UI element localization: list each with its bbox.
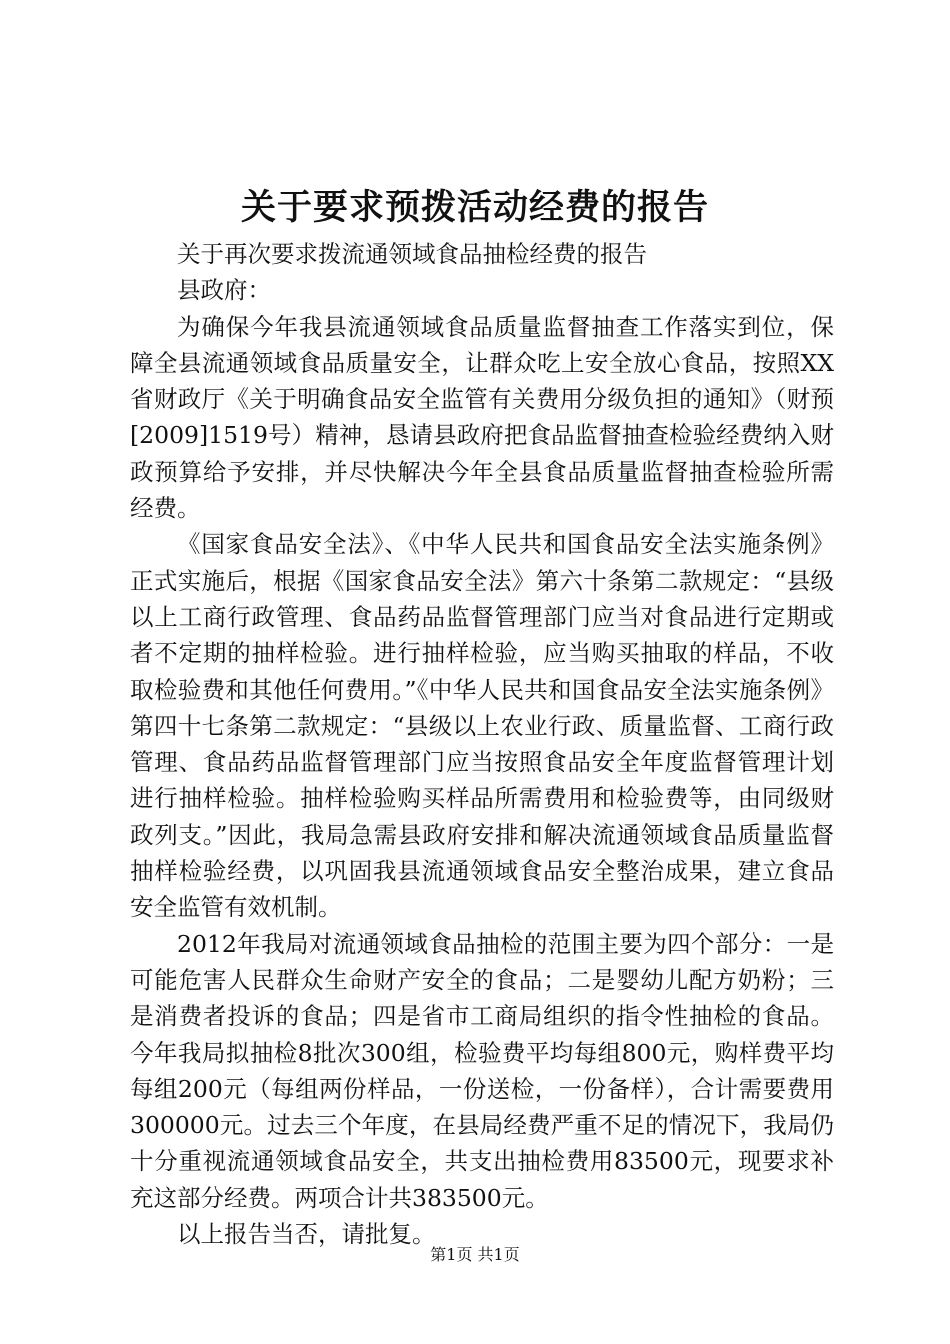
paragraph-2: 《国家食品安全法》、《中华人民共和国食品安全法实施条例》正式实施后，根据《国家食品安全法》第六十条第二款规定：“县级以上工商行政管理、食品药品监督管理部门应当对食品进行定期或者不定期的抽样检验。进行抽样检验，应当购买抽取的样品，不收取检验费和其他任何费用。”《中华人民共和国食品安全法实施条例》第四十七条第二款规定：“县级以上农业行政、质量监督、工商行政管理、食品药品监督管理部门应当按照食品安全年度监督管理计划进行抽样检验。抽样检验购买样品所需费用和检验费等，由同级财政列支。”因此，我局急需县政府安排和解决流通领域食品质量监督抽样检验经费，以巩固我县流通领域食品安全整治成果，建立食品安全监管有效机制。: [130, 530, 834, 922]
paragraph-closing: 以上报告当否，请批复。: [177, 1220, 436, 1249]
document-body: [130, 236, 834, 1252]
page-footer: 第1页 共1页: [430, 1245, 520, 1264]
paragraph-3: 2012年我局对流通领域食品抽检的范围主要为四个部分：一是可能危害人民群众生命财产安全的食品；二是婴幼儿配方奶粉；三是消费者投诉的食品；四是省市工商局组织的指令性抽检的食品。今年我局拟抽检8批次300组，检验费平均每组800元，购样费平均每组200元（每组两份样品，一份送检，一份备样），合计需要费用300000元。过去三个年度，在县局经费严重不足的情况下，我局仍十分重视流通领域食品安全，共支出抽检费用83500元，现要求补充这部分经费。两项合计共383500元。: [130, 929, 834, 1212]
document-title: 关于要求预拨活动经费的报告: [240, 187, 709, 228]
salutation: 县政府：: [177, 276, 271, 305]
paragraph-1: 为确保今年我县流通领域食品质量监督抽查工作落实到位，保障全县流通领域食品质量安全，让群众吃上安全放心食品，按照XX省财政厅《关于明确食品安全监管有关费用分级负担的通知》（财预[2009]1519号）精神，恳请县政府把食品监督抽查检验经费纳入财政预算给予安排，并尽快解决今年全县食品质量监督抽查检验所需经费。: [130, 312, 834, 523]
document-subtitle: 关于再次要求拨流通领域食品抽检经费的报告: [177, 240, 647, 268]
